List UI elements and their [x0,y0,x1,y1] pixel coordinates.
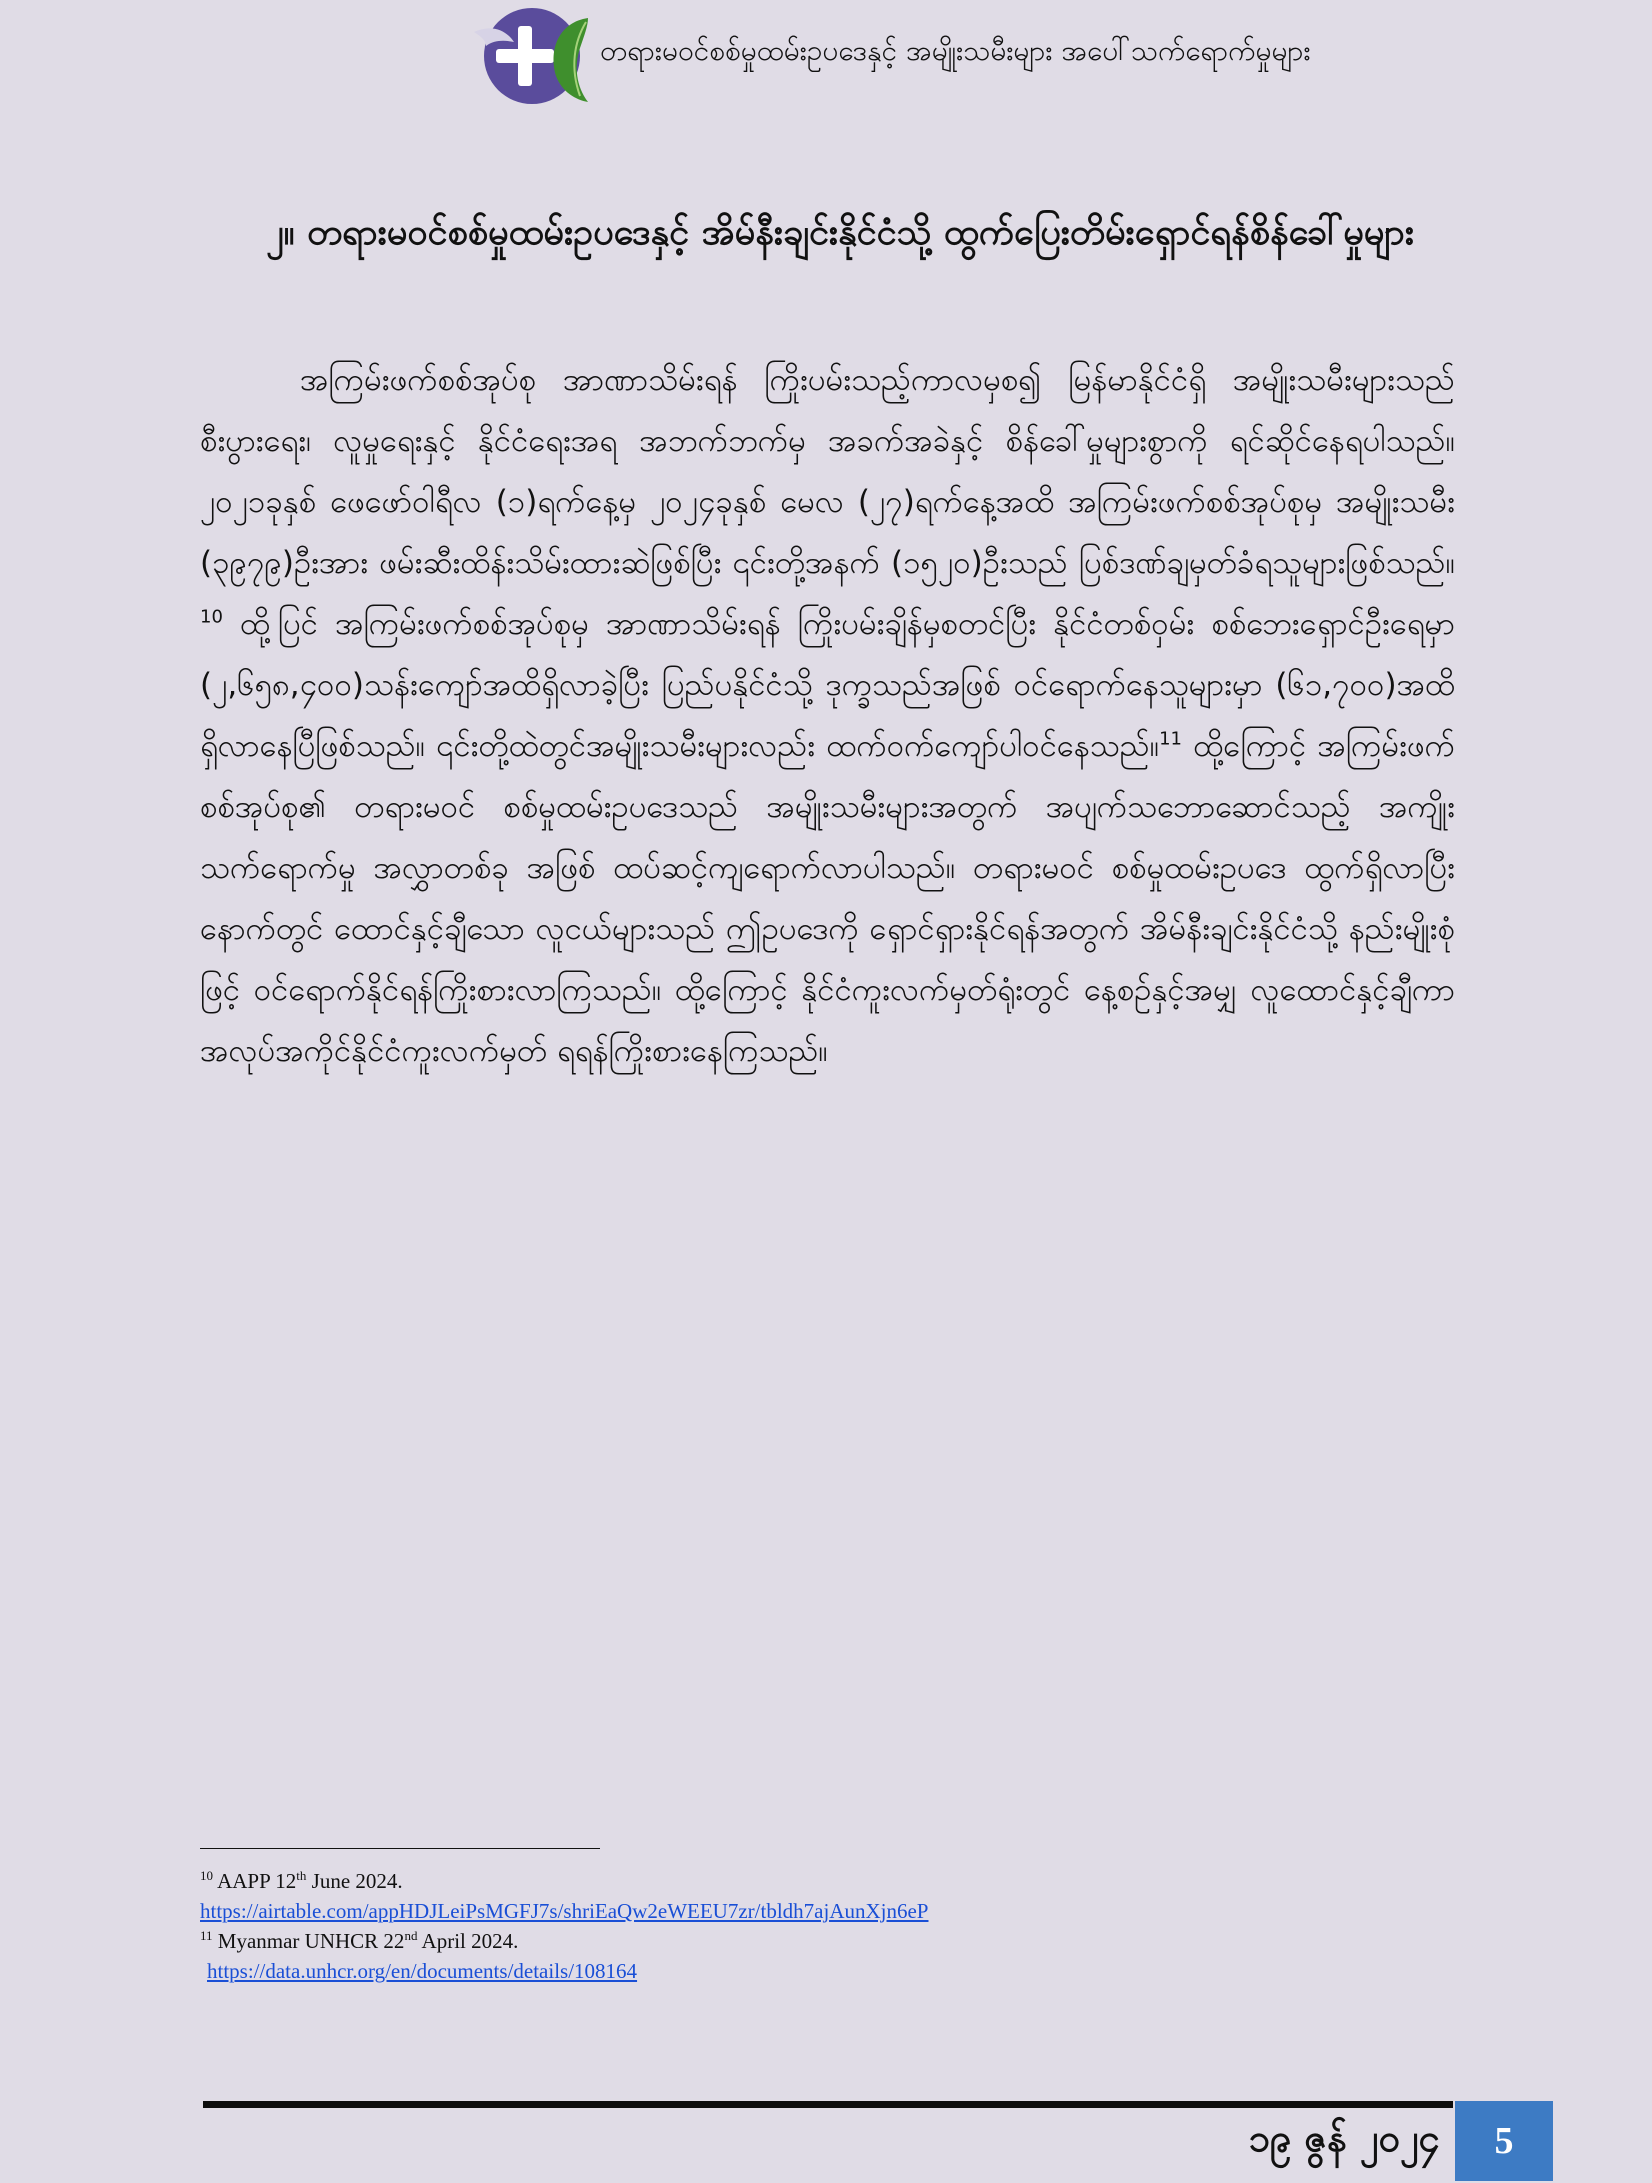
footnote-11 [200,1926,1400,1956]
footer-rule [203,2101,1453,2108]
body-text-part: ထို့ကြောင့် အကြမ်းဖက် စစ်အုပ်စု၏ တရားမဝင် စစ်မှုထမ်းဥပဒေသည် အမျိုးသမီးများအတွက် အပျက်သဘောဆောင်သည့် အကျိုးသက်ရောက်မှု အလွှာတစ်ခု အဖြစ် ထပ်ဆင့်ကျရောက်လာပါသည်။ တရားမဝင် စစ်မှုထမ်းဥပဒေ ထွက်ရှိလာပြီးနောက်တွင် ထောင်နှင့်ချီသော လူငယ်များသည် ဤဥပဒေကို ရှောင်ရှားနိုင်ရန်အတွက် အိမ်နီးချင်းနိုင်ငံသို့ နည်းမျိုးစုံဖြင့် ဝင်ရောက်နိုင်ရန်ကြိုးစားလာကြသည်။ ထို့ကြောင့် နိုင်ငံကူးလက်မှတ်ရုံးတွင် နေ့စဉ်နှင့်အမျှ လူထောင်နှင့်ချီကာ အလုပ်အကိုင်နိုင်ငံကူးလက်မှတ် ရရန်ကြိုးစားနေကြသည်။ [200,728,1455,1069]
footnote-separator [200,1848,600,1849]
footnote-10 [200,1866,1400,1896]
footnote-source: Myanmar UNHCR 22 [217,1929,405,1953]
footnote-link[interactable]: https://data.unhcr.org/en/documents/details/108164 [207,1959,638,1983]
dove-plus-leaf-logo-icon [470,4,600,108]
page-number-badge [1455,2101,1553,2181]
section-title: ၂။ တရားမဝင်စစ်မှုထမ်းဥပဒေနှင့် အိမ်နီးချင်းနိုင်ငံသို့ ထွက်ပြေးတိမ်းရှောင်ရန်စိန်ခေါ်မှုများ [266,212,1414,253]
page-header [470,4,1470,108]
page-number: 5 [1494,2120,1514,2162]
footnote-number: 11 [200,1928,213,1943]
footnotes [200,1866,1400,1986]
ordinal-suffix: th [296,1868,307,1883]
footnote-number: 10 [200,1868,213,1883]
footnote-ref[interactable]: 11 [1159,728,1183,750]
footnote-ref[interactable]: 10 [200,606,223,628]
running-header-title: တရားမဝင်စစ်မှုထမ်းဥပဒေနှင့် အမျိုးသမီးများ အပေါ်သက်ရောက်မှုများ [600,34,1311,67]
footnote-source: AAPP 12 [217,1869,297,1893]
footnote-date: June 2024. [306,1869,403,1893]
body-paragraph [200,350,1455,1082]
ordinal-suffix: nd [404,1928,418,1943]
footnote-date: April 2024. [417,1929,519,1953]
body-text-part: ထို့ပြင် အကြမ်းဖက်စစ်အုပ်စုမှ အာဏာသိမ်းရန် ကြိုးပမ်းချိန်မှစတင်ပြီး နိုင်ငံတစ်ဝှမ်း စစ်ဘေးရှောင်ဦးရေမှာ (၂,၆၅၈,၄၀၀)သန်းကျော်အထိရှိလာခဲ့ပြီး ပြည်ပနိုင်ငံသို့ ဒုက္ခသည်အဖြစ် ဝင်ရောက်နေသူများမှာ (၆၁,၇၀၀)အထိရှိလာနေပြီဖြစ်သည်။ ၎င်းတို့ထဲတွင်အမျိုးသမီးများလည်း ထက်ဝက်ကျော်ပါဝင်နေသည်။ [200,606,1455,764]
body-text-part: အကြမ်းဖက်စစ်အုပ်စု အာဏာသိမ်းရန် ကြိုးပမ်းသည့်ကာလမှစ၍ မြန်မာနိုင်ငံရှိ အမျိုးသမီးများသည် စီးပွားရေး၊ လူမှုရေးနှင့် နိုင်ငံရေးအရ အဘက်ဘက်မှ အခက်အခဲနှင့် စိန်ခေါ်မှုများစွာကို ရင်ဆိုင်နေရပါသည်။ ၂၀၂၁ခုနှစ် ဖေဖော်ဝါရီလ (၁)ရက်နေ့မှ ၂၀၂၄ခုနှစ် မေလ (၂၇)ရက်နေ့အထိ အကြမ်းဖက်စစ်အုပ်စုမှ အမျိုးသမီး (၃၉၇၉)ဦးအား ဖမ်းဆီးထိန်းသိမ်းထားဆဲဖြစ်ပြီး ၎င်းတို့အနက် (၁၅၂၀)ဦးသည် ပြစ်ဒဏ်ချမှတ်ခံရသူများဖြစ်သည်။ [200,362,1455,581]
footnote-link[interactable]: https://airtable.com/appHDJLeiPsMGFJ7s/shriEaQw2eWEEU7zr/tbldh7ajAunXjn6eP [200,1899,929,1923]
footer-date: ၁၉ ဇွန် ၂၀၂၄ [1248,2116,1440,2160]
